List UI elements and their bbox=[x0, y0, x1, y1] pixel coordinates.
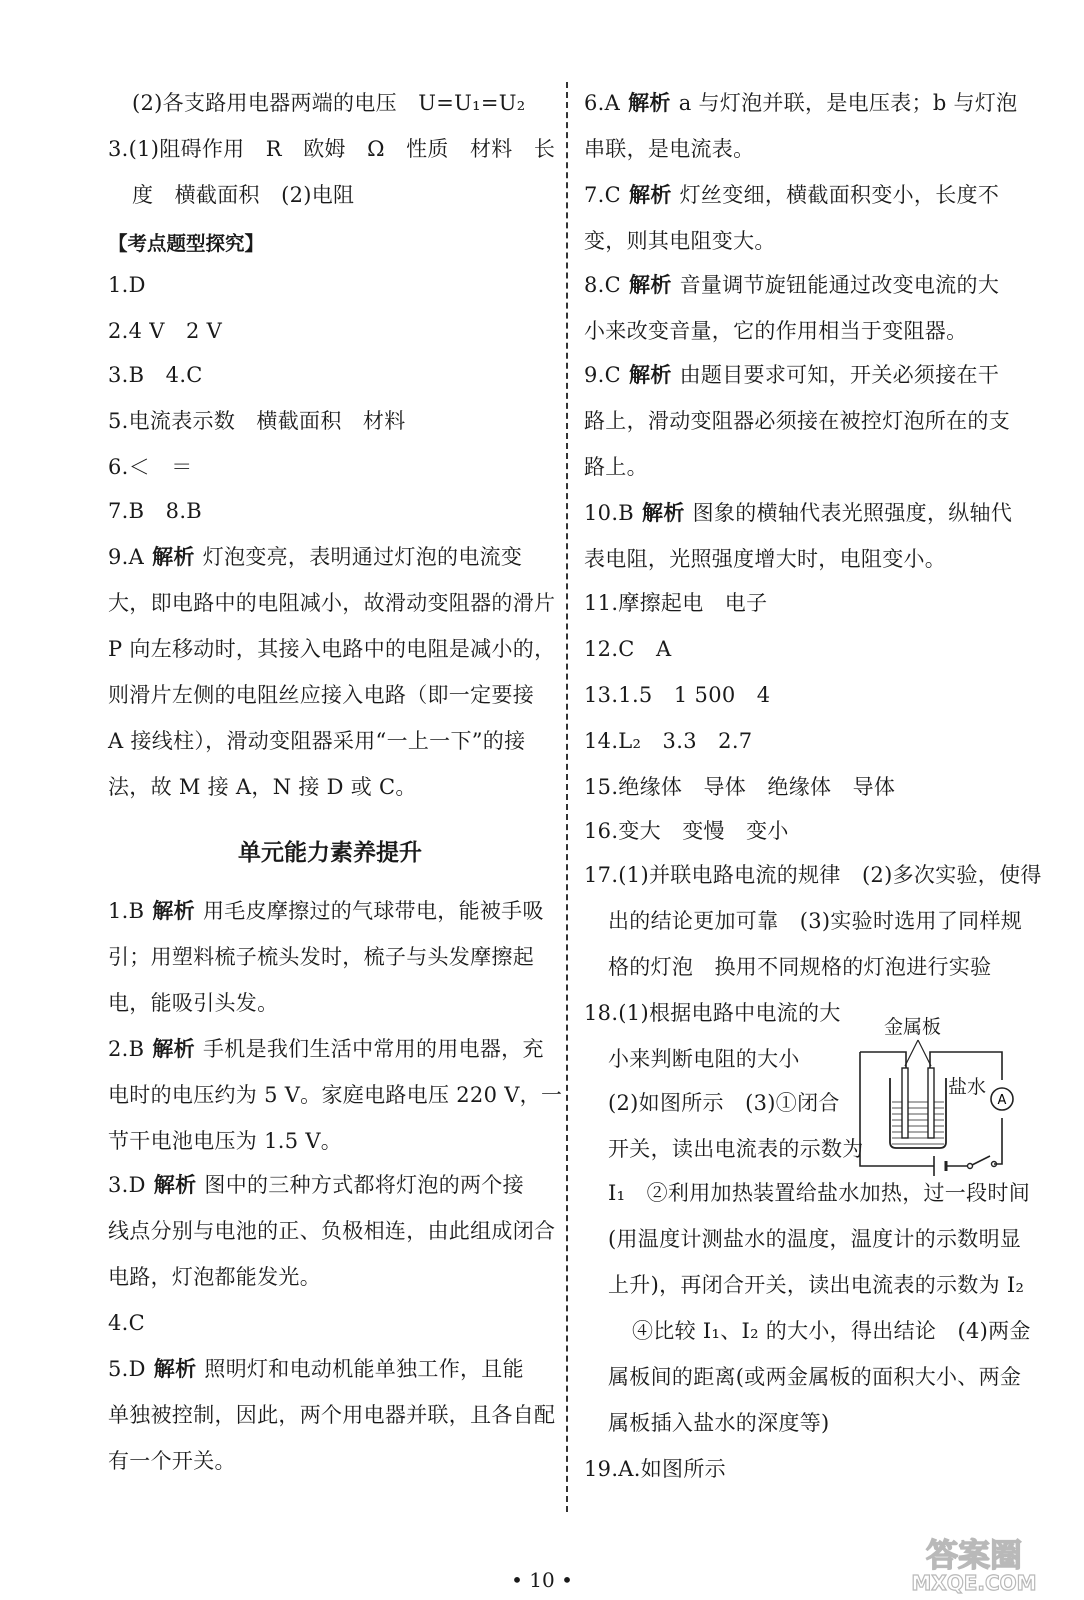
label-pointer bbox=[905, 1040, 918, 1066]
line-text: I₁ ②利用加热装置给盐水加热，过一段时间 bbox=[608, 1181, 1031, 1205]
text-line: P 向左移动时，其接入电路中的电阻是减小的， bbox=[108, 637, 556, 661]
text-line: 串联，是电流表。 bbox=[584, 137, 755, 161]
answer-line: 6.＜ ＝ bbox=[108, 455, 193, 479]
text-line bbox=[584, 1216, 1036, 1262]
analysis-keyword: 解析 bbox=[629, 363, 672, 387]
answer-number: 9.A bbox=[108, 545, 145, 569]
answer-text: 音量调节旋钮能通过改变电流的大 bbox=[679, 273, 1000, 297]
answer-line: 11.摩擦起电 电子 bbox=[584, 591, 768, 615]
circuit-diagram bbox=[856, 1018, 1052, 1196]
ammeter-label: A bbox=[997, 1093, 1007, 1108]
analysis-keyword: 解析 bbox=[153, 1173, 197, 1197]
analysis-keyword: 解析 bbox=[152, 545, 195, 569]
text-line: 路上，滑动变阻器必须接在被控灯泡所在的支 bbox=[584, 409, 1010, 433]
metal-plate-icon bbox=[902, 1068, 908, 1138]
answer-line bbox=[584, 352, 1036, 398]
text-line: 路上。 bbox=[584, 455, 648, 479]
text-line bbox=[584, 944, 1036, 990]
answer-number: 7.C bbox=[584, 183, 622, 207]
text-line: A 接线柱），滑动变阻器采用“一上一下”的接 bbox=[108, 729, 526, 753]
text-line: 变，则其电阻变大。 bbox=[584, 229, 776, 253]
answer-line: 2.4 V 2 V bbox=[108, 319, 223, 343]
line-text: ④比较 I₁、I₂ 的大小，得出结论 (4)两金 bbox=[632, 1319, 1031, 1343]
text-line: 电，能吸引头发。 bbox=[108, 991, 279, 1015]
text-line: 3.(1)阻碍作用 R 欧姆 Ω 性质 材料 长 bbox=[108, 137, 556, 161]
answer-line: 17.(1)并联电路电流的规律 (2)多次实验，使得 bbox=[584, 863, 1042, 887]
answer-text: 灯丝变细，横截面积变小，长度不 bbox=[679, 183, 1000, 207]
answer-text: a 与灯泡并联，是电压表；b 与灯泡 bbox=[678, 91, 1018, 115]
answer-line: 16.变大 变慢 变小 bbox=[584, 819, 789, 843]
answer-line bbox=[108, 534, 552, 580]
answer-number: 8.C bbox=[584, 273, 622, 297]
answer-line: 19.A.如图所示 bbox=[584, 1457, 726, 1481]
text-line bbox=[108, 172, 552, 218]
switch-icon bbox=[972, 1156, 990, 1165]
answer-line bbox=[584, 80, 1036, 126]
unit-title: 单元能力素养提升 bbox=[238, 840, 422, 866]
answer-line: 15.绝缘体 导体 绝缘体 导体 bbox=[584, 775, 896, 799]
answer-line bbox=[584, 490, 1036, 536]
answer-number: 5.D bbox=[108, 1357, 146, 1381]
metal-plate-icon bbox=[928, 1068, 934, 1138]
analysis-keyword: 解析 bbox=[153, 1357, 197, 1381]
metal-plate-label: 金属板 bbox=[884, 1016, 942, 1038]
text-line bbox=[584, 1262, 1036, 1308]
text-line: 电路，灯泡都能发光。 bbox=[108, 1265, 321, 1289]
answer-line: 13.1.5 1 500 4 bbox=[584, 683, 771, 707]
text-line: 单独被控制，因此，两个用电器并联，且各自配 bbox=[108, 1403, 556, 1427]
answer-number: 1.B bbox=[108, 899, 145, 923]
answer-line: 18.(1)根据电路中电流的大 bbox=[584, 1001, 841, 1025]
answer-line: 1.D bbox=[108, 273, 146, 297]
answer-line: 3.B 4.C bbox=[108, 363, 203, 387]
line-text: 度 横截面积 (2)电阻 bbox=[132, 183, 355, 207]
answer-line bbox=[108, 888, 552, 934]
line-text: 属板间的距离(或两金属板的面积大小、两金 bbox=[608, 1365, 1022, 1389]
text-line bbox=[584, 1354, 1036, 1400]
line-text: 小来判断电阻的大小 bbox=[608, 1047, 800, 1071]
page-number: • 10 • bbox=[511, 1568, 573, 1592]
analysis-keyword: 解析 bbox=[629, 273, 672, 297]
text-line bbox=[584, 1400, 1036, 1446]
watermark-text: 答案圈 bbox=[925, 1536, 1023, 1574]
watermark-url: MXQE.COM bbox=[911, 1571, 1037, 1594]
answer-number: 10.B bbox=[584, 501, 635, 525]
answer-number: 3.D bbox=[108, 1173, 146, 1197]
circuit-figure bbox=[856, 1018, 1052, 1196]
text-line: 有一个开关。 bbox=[108, 1449, 236, 1473]
line-text: (2)各支路用电器两端的电压 U=U₁=U₂ bbox=[132, 91, 526, 115]
answer-number: 6.A bbox=[584, 91, 621, 115]
answer-text: 用毛皮摩擦过的气球带电，能被手吸 bbox=[202, 899, 544, 923]
text-line: 线点分别与电池的正、负极相连，由此组成闭合 bbox=[108, 1219, 556, 1243]
watermark-icon bbox=[876, 1532, 1072, 1594]
text-line: 节干电池电压为 1.5 V。 bbox=[108, 1129, 343, 1153]
line-text: 出的结论更加可靠 (3)实验时选用了同样规 bbox=[608, 909, 1023, 933]
text-line: 引；用塑料梳子梳头发时，梳子与头发摩擦起 bbox=[108, 945, 534, 969]
line-text: (用温度计测盐水的温度，温度计的示数明显 bbox=[608, 1227, 1022, 1251]
answer-text: 手机是我们生活中常用的用电器，充 bbox=[202, 1037, 544, 1061]
section-heading: 【考点题型探究】 bbox=[108, 232, 265, 255]
text-line: 小来改变音量，它的作用相当于变阻器。 bbox=[584, 319, 968, 343]
watermark-logo bbox=[876, 1532, 1072, 1594]
answer-text: 图象的横轴代表光照强度，纵轴代 bbox=[692, 501, 1013, 525]
text-line bbox=[108, 80, 552, 126]
answer-line: 14.L₂ 3.3 2.7 bbox=[584, 729, 753, 753]
label-pointer bbox=[918, 1040, 931, 1066]
answer-text: 灯泡变亮，表明通过灯泡的电流变 bbox=[202, 545, 523, 569]
text-line: 法，故 M 接 A，N 接 D 或 C。 bbox=[108, 775, 417, 799]
salt-water-label: 盐水 bbox=[948, 1076, 987, 1098]
answer-line: 7.B 8.B bbox=[108, 499, 203, 523]
analysis-keyword: 解析 bbox=[152, 1037, 195, 1061]
answer-line: 5.电流表示数 横截面积 材料 bbox=[108, 409, 406, 433]
answer-line bbox=[584, 262, 1036, 308]
analysis-keyword: 解析 bbox=[152, 899, 195, 923]
line-text: 开关，读出电流表的示数为 bbox=[608, 1137, 864, 1161]
column-divider bbox=[566, 82, 568, 1512]
answer-text: 由题目要求可知，开关必须接在干 bbox=[679, 363, 1000, 387]
answer-line bbox=[108, 1162, 552, 1208]
text-line: 表电阻，光照强度增大时，电阻变小。 bbox=[584, 547, 947, 571]
salt-water-fill bbox=[892, 1102, 944, 1144]
answer-text: 照明灯和电动机能单独工作，且能 bbox=[204, 1357, 524, 1381]
text-line bbox=[584, 898, 1036, 944]
answer-number: 2.B bbox=[108, 1037, 145, 1061]
answer-number: 9.C bbox=[584, 363, 622, 387]
text-line: 电时的电压约为 5 V。家庭电路电压 220 V，一 bbox=[108, 1083, 563, 1107]
analysis-keyword: 解析 bbox=[629, 183, 672, 207]
answer-text: 图中的三种方式都将灯泡的两个接 bbox=[204, 1173, 524, 1197]
text-line bbox=[584, 1308, 1036, 1354]
answer-line bbox=[108, 1346, 552, 1392]
answer-line bbox=[108, 1026, 552, 1072]
answer-line: 4.C bbox=[108, 1311, 146, 1335]
text-line: 则滑片左侧的电阻丝应接入电路（即一定要接 bbox=[108, 683, 534, 707]
line-text: (2)如图所示 (3)①闭合 bbox=[608, 1091, 840, 1115]
text-line: 大，即电路中的电阻减小，故滑动变阻器的滑片 bbox=[108, 591, 556, 615]
analysis-keyword: 解析 bbox=[628, 91, 671, 115]
answer-line: 12.C A bbox=[584, 637, 672, 661]
analysis-keyword: 解析 bbox=[642, 501, 685, 525]
line-text: 格的灯泡 换用不同规格的灯泡进行实验 bbox=[608, 955, 992, 979]
line-text: 上升)，再闭合开关，读出电流表的示数为 I₂ bbox=[608, 1273, 1025, 1297]
answer-line bbox=[584, 172, 1036, 218]
line-text: 属板插入盐水的深度等) bbox=[608, 1411, 830, 1435]
